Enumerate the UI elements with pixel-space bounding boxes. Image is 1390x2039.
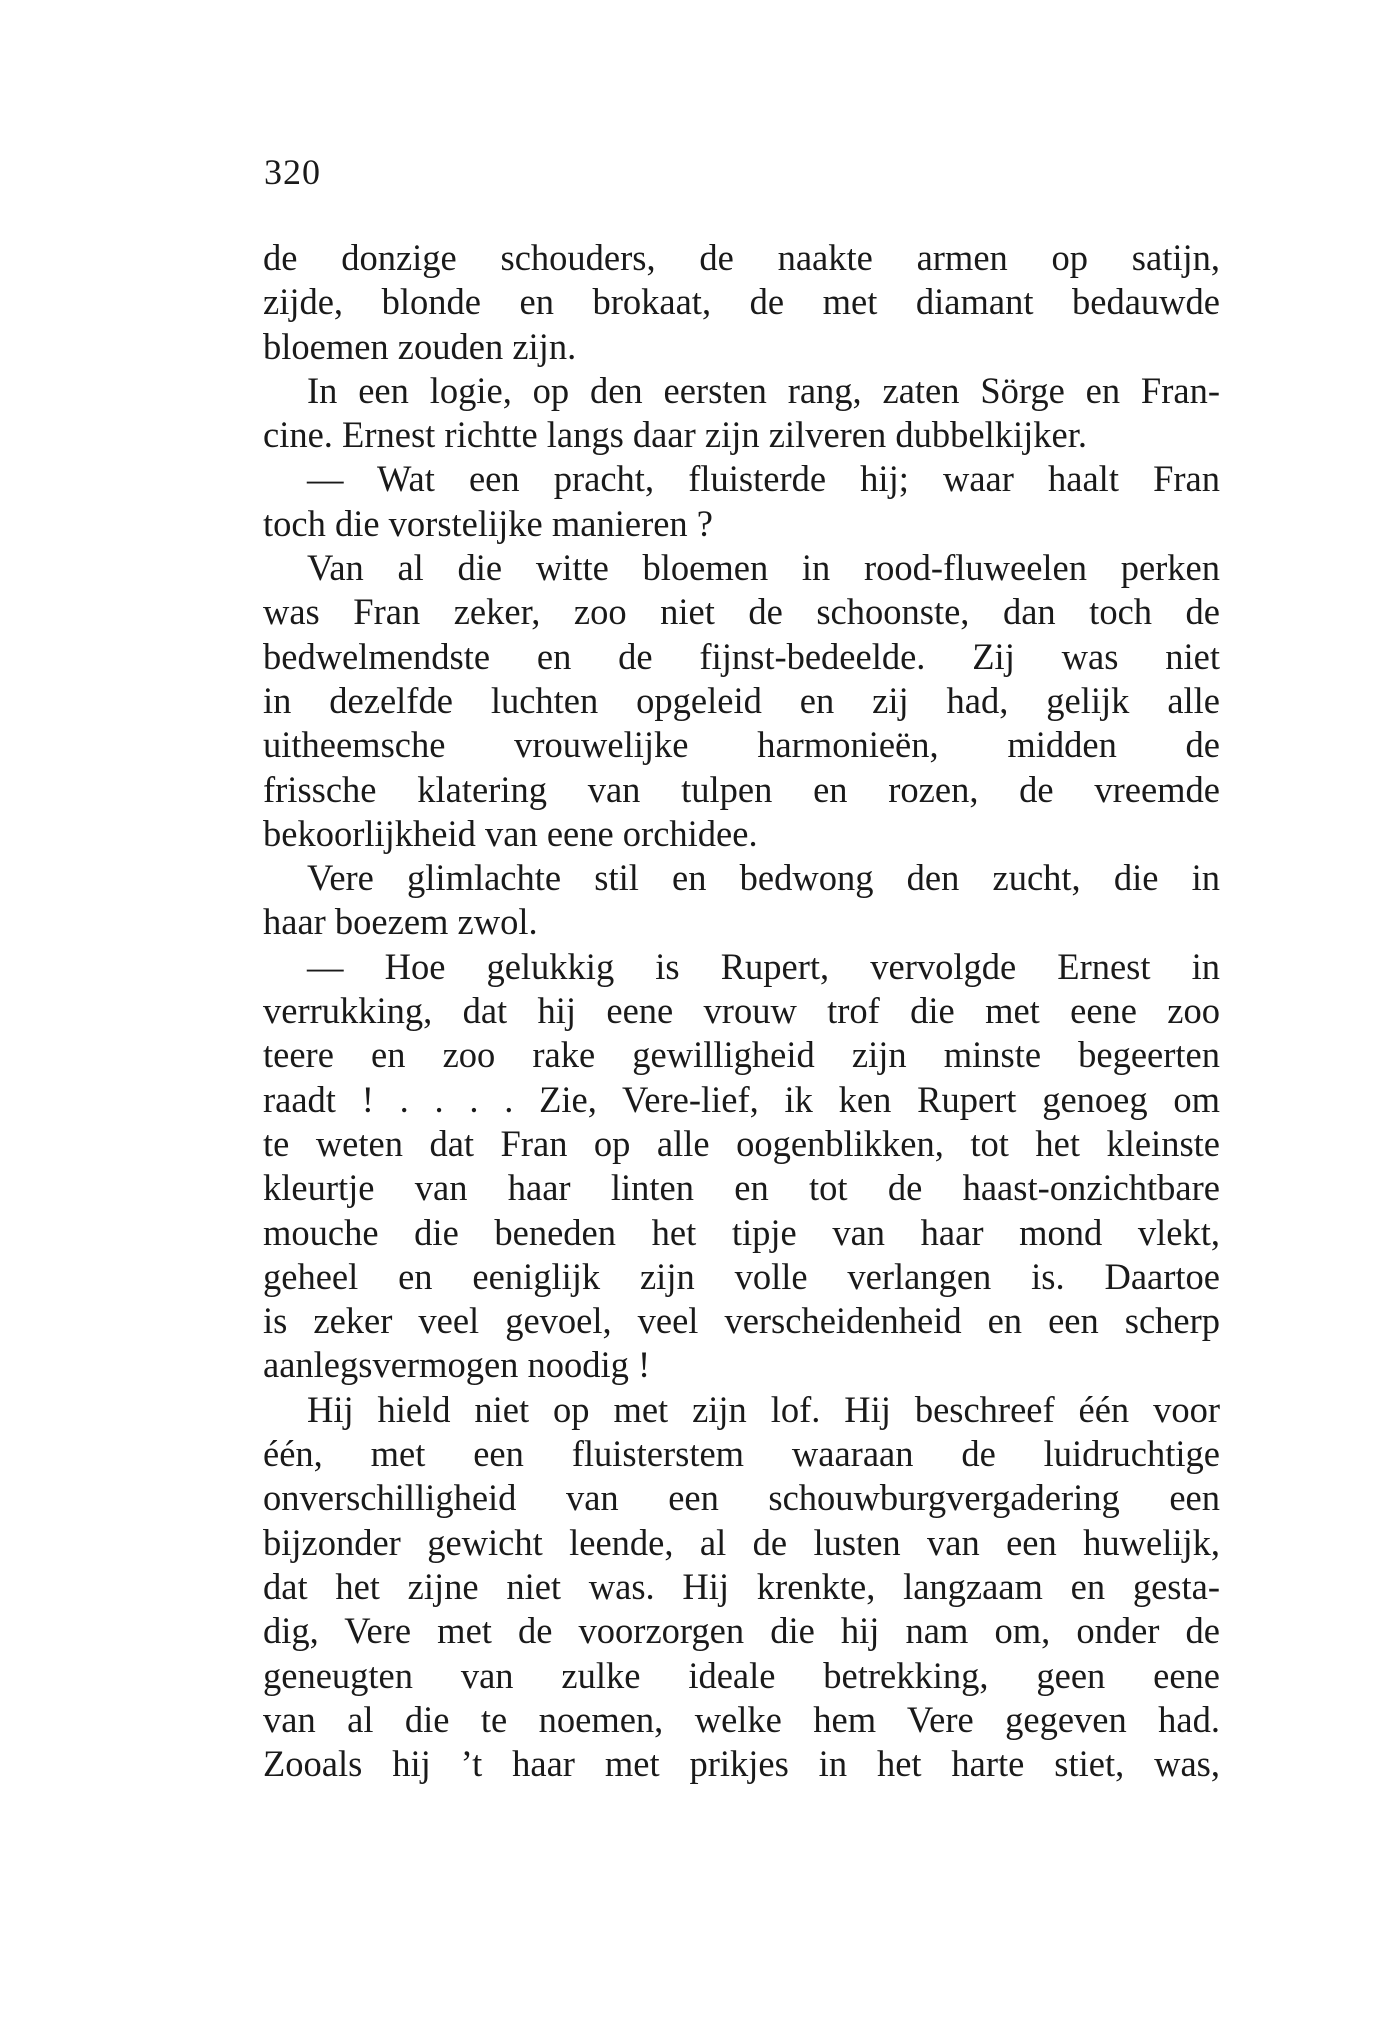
text-line: teere en zoo rake gewilligheid zijn minste begeerten — [263, 1034, 1220, 1076]
text-line: is zeker veel gevoel, veel verscheidenheid en een scherp — [263, 1300, 1220, 1342]
text-line: van al die te noemen, welke hem Vere gegeven had. — [263, 1698, 1220, 1740]
text-line: toch die vorstelijke manieren ? — [263, 502, 713, 544]
text-line: Hij hield niet op met zijn lof. Hij beschreef één voor — [307, 1388, 1220, 1430]
text-line: aanlegsvermogen noodig ! — [263, 1344, 651, 1386]
text-line: kleurtje van haar linten en tot de haast-onzichtbare — [263, 1167, 1220, 1209]
text-line: verrukking, dat hij eene vrouw trof die met eene zoo — [263, 990, 1220, 1032]
text-line: in dezelfde luchten opgeleid en zij had, gelijk alle — [263, 679, 1220, 721]
text-line: geheel en eeniglijk zijn volle verlangen is. Daartoe — [263, 1255, 1220, 1297]
text-line: — Hoe gelukkig is Rupert, vervolgde Ernest in — [307, 945, 1220, 987]
text-line: cine. Ernest richtte langs daar zijn zilveren dubbelkijker. — [263, 414, 1087, 456]
page-number: 320 — [264, 152, 321, 192]
text-line: Van al die witte bloemen in rood-fluweelen perken — [307, 547, 1220, 589]
text-line: geneugten van zulke ideale betrekking, geen eene — [263, 1654, 1220, 1696]
text-line: Vere glimlachte stil en bedwong den zucht, die in — [307, 857, 1220, 899]
text-line: dig, Vere met de voorzorgen die hij nam om, onder de — [263, 1610, 1220, 1652]
body-text — [263, 236, 1220, 1786]
text-line: uitheemsche vrouwelijke harmonieën, midden de — [263, 724, 1220, 766]
text-line: de donzige schouders, de naakte armen op satijn, — [263, 237, 1220, 278]
text-line: bekoorlijkheid van eene orchidee. — [263, 812, 758, 854]
text-line: te weten dat Fran op alle oogenblikken, tot het kleinste — [263, 1122, 1220, 1164]
text-line: frissche klatering van tulpen en rozen, de vreemde — [263, 768, 1220, 810]
text-line: was Fran zeker, zoo niet de schoonste, dan toch de — [263, 591, 1220, 633]
text-line: — Wat een pracht, fluisterde hij; waar haalt Fran — [307, 458, 1220, 500]
text-line: haar boezem zwol. — [263, 901, 538, 943]
text-line: bijzonder gewicht leende, al de lusten van een huwelijk, — [263, 1521, 1220, 1563]
text-line: bedwelmendste en de fijnst-bedeelde. Zij was niet — [263, 635, 1220, 677]
text-line: één, met een fluisterstem waaraan de luidruchtige — [263, 1433, 1220, 1475]
text-line: In een logie, op den eersten rang, zaten Sörge en Fran- — [307, 369, 1220, 411]
text-line: Zooals hij ’t haar met prikjes in het harte stiet, was, — [263, 1743, 1220, 1785]
text-line: raadt ! . . . . Zie, Vere-lief, ik ken Rupert genoeg om — [263, 1078, 1220, 1120]
text-line: mouche die beneden het tipje van haar mond vlekt, — [263, 1211, 1220, 1253]
text-line: onverschilligheid van een schouwburgvergadering een — [263, 1477, 1220, 1519]
text-line: bloemen zouden zijn. — [263, 325, 577, 367]
text-line: dat het zijne niet was. Hij krenkte, langzaam en gesta- — [263, 1565, 1220, 1607]
text-line: zijde, blonde en brokaat, de met diamant bedauwde — [263, 281, 1220, 323]
